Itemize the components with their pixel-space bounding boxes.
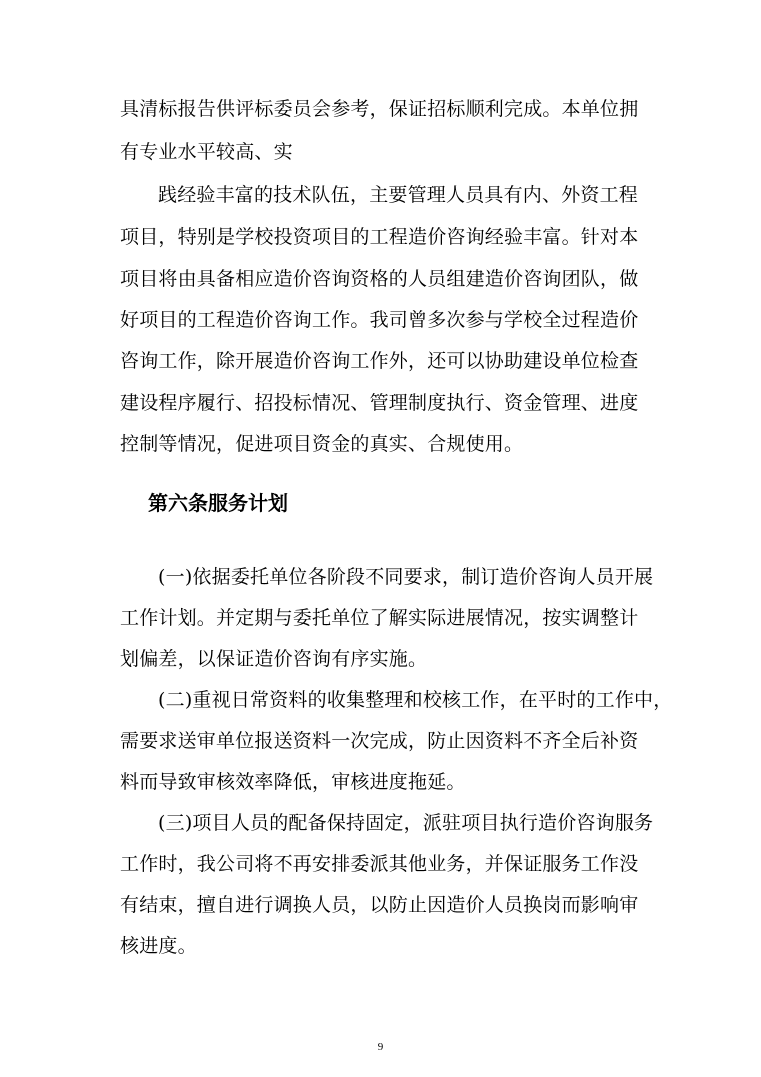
paragraph-2-line-3: 项目将由具备相应造价咨询资格的人员组建造价咨询团队，做 (120, 268, 639, 290)
item-1-line-3: 划偏差，以保证造价咨询有序实施。 (120, 648, 428, 670)
paragraph-1-line-1: 具清标报告供评标委员会参考，保证招标顺利完成。本单位拥 (120, 98, 639, 120)
section-heading: 第六条服务计划 (148, 491, 288, 515)
item-2-line-1: (二)重视日常资料的收集整理和校核工作，在平时的工作中， (158, 689, 673, 711)
paragraph-2-line-1: 践经验丰富的技术队伍，主要管理人员具有内、外资工程 (158, 184, 639, 206)
paragraph-2-line-5: 咨询工作，除开展造价咨询工作外，还可以协助建设单位检查 (120, 350, 639, 372)
item-2-line-3: 料而导致审核效率降低，审核进度拖延。 (120, 771, 466, 793)
item-3-line-2: 工作时，我公司将不再安排委派其他业务，并保证服务工作没 (120, 853, 639, 875)
item-3-line-4: 核进度。 (120, 935, 197, 957)
page-number: 9 (377, 1041, 384, 1053)
item-2-line-2: 需要求送审单位报送资料一次完成，防止因资料不齐全后补资 (120, 730, 639, 752)
paragraph-2-line-4: 好项目的工程造价咨询工作。我司曾多次参与学校全过程造价 (120, 309, 639, 331)
paragraph-2-line-2: 项目，特别是学校投资项目的工程造价咨询经验丰富。针对本 (120, 226, 639, 248)
item-1-line-2: 工作计划。并定期与委托单位了解实际进展情况，按实调整计 (120, 607, 639, 629)
paragraph-1-line-2: 有专业水平较高、实 (120, 141, 293, 163)
paragraph-2-line-7: 控制等情况，促进项目资金的真实、合规使用。 (120, 433, 524, 455)
item-1-line-1: (一)依据委托单位各阶段不同要求，制订造价咨询人员开展 (158, 566, 654, 588)
paragraph-2-line-6: 建设程序履行、招投标情况、管理制度执行、资金管理、进度 (120, 392, 639, 414)
item-3-line-3: 有结束，擅自进行调换人员，以防止因造价人员换岗而影响审 (120, 894, 639, 916)
item-3-line-1: (三)项目人员的配备保持固定，派驻项目执行造价咨询服务 (158, 812, 654, 834)
